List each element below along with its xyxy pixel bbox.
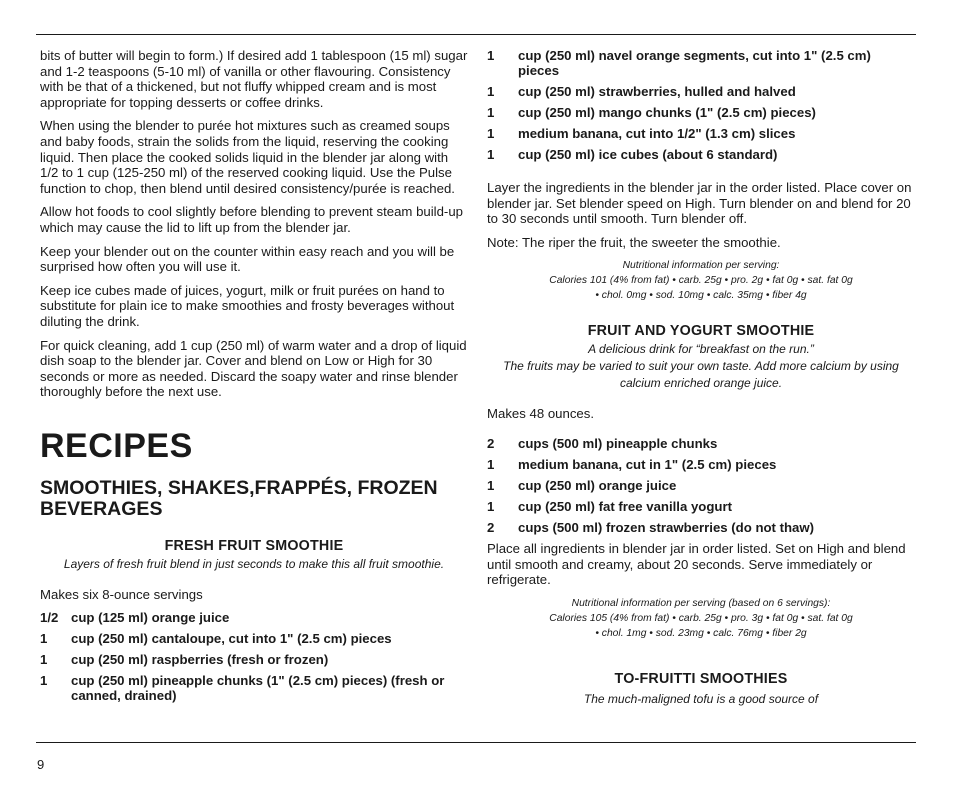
recipe-title: FRESH FRUIT SMOOTHIE — [164, 537, 344, 554]
ingredient-text: medium banana, cut into 1/2" (1.3 cm) slices — [518, 126, 796, 141]
ingredient-line — [487, 84, 915, 99]
ingredient-qty: 1 — [487, 147, 495, 162]
recipe-yield: Makes 48 ounces. — [487, 406, 595, 422]
ingredient-line — [487, 499, 915, 514]
ingredient-line — [487, 126, 915, 141]
recipe-subtitle: The much-maligned tofu is a good source of — [583, 691, 819, 706]
top-rule — [36, 34, 916, 35]
ingredient-qty: 1 — [487, 477, 495, 493]
ingredient-qty: 1 — [487, 48, 495, 63]
right-column — [487, 48, 915, 708]
ingredient-qty: 1 — [40, 652, 48, 668]
body-paragraph: Keep your blender out on the counter within easy reach and you will be surprised how often you will use it. — [40, 243, 455, 275]
ingredient-qty: 2 — [487, 519, 495, 535]
ingredient-line — [40, 610, 468, 625]
recipe-directions: Place all ingredients in blender jar in order listed. Set on High and blend until smooth and creamy, about 20 seconds. Serve immediately or refrigerate. — [487, 540, 906, 588]
body-paragraph: Allow hot foods to cool slightly before blending to prevent steam build-up which may cause the lid to lift up from the blender jar. — [40, 204, 463, 235]
nutrition-line: Calories 101 (4% from fat) • carb. 25g • pro. 2g • fat 0g • sat. fat 0g — [549, 275, 853, 287]
recipe-subtitle: A delicious drink for “breakfast on the run.” — [588, 342, 814, 357]
ingredient-qty: 1 — [487, 498, 495, 514]
recipe-title: FRUIT AND YOGURT SMOOTHIE — [587, 323, 815, 340]
ingredient-line — [40, 673, 468, 703]
ingredient-qty: 1 — [487, 456, 495, 472]
ingredient-line — [487, 48, 915, 78]
ingredient-text: cup (250 ml) navel orange segments, cut into 1" (2.5 cm) pieces — [518, 48, 871, 78]
ingredient-line — [487, 105, 915, 120]
ingredient-line — [40, 631, 468, 646]
ingredient-text: cup (250 ml) raspberries (fresh or frozen) — [71, 652, 329, 668]
ingredient-line — [487, 520, 915, 535]
ingredient-line — [487, 147, 915, 162]
section-subheading: SMOOTHIES, SHAKES,FRAPPÉS, FROZEN BEVERAGES — [40, 476, 438, 520]
ingredient-qty: 1 — [487, 126, 495, 141]
ingredient-text: cup (250 ml) cantaloupe, cut into 1" (2.5 cm) pieces — [71, 631, 392, 647]
body-paragraph: Keep ice cubes made of juices, yogurt, milk or fruit purées on hand to substitute for plain ice to make smoothies and frosty beverages without diluting the drink. — [40, 282, 455, 329]
ingredient-line — [487, 478, 915, 493]
ingredient-text: cup (250 ml) ice cubes (about 6 standard) — [518, 147, 778, 162]
body-paragraph: For quick cleaning, add 1 cup (250 ml) of warm water and a drop of liquid dish soap to the blender jar. Cover and blend on Low or High for 30 seconds or more as needed. Discard the soapy water and rinse blender thoroughly before the next use. — [40, 337, 467, 400]
page-number: 9 — [37, 757, 45, 772]
ingredient-qty: 2 — [487, 435, 495, 451]
nutrition-line: • chol. 1mg • sod. 23mg • calc. 76mg • fiber 2g — [595, 627, 807, 639]
body-paragraph: When using the blender to purée hot mixtures such as creamed soups and baby foods, strain the solids from the liquid, reserving the cooking liquid. Then place the cooked solids liquid in the blender jar along with 1/2 to 1 cup (125-250 ml) of the reserved cooking liquid. Use the Pulse function to chop, then blend until desired consistency/purée is reached. — [40, 118, 455, 196]
section-heading: RECIPES — [40, 426, 193, 465]
body-paragraph: bits of butter will begin to form.) If desired add 1 tablespoon (15 ml) sugar and 1-2 teaspoons (5-10 ml) of vanilla or other flavouring. Consistency with be that of a thickened, but not fluffy whipped cream and is most appropriate for topping desserts or coffee drinks. — [40, 48, 468, 110]
ingredient-text: cup (250 ml) strawberries, hulled and halved — [518, 84, 796, 99]
nutrition-line: Calories 105 (4% from fat) • carb. 25g • pro. 3g • fat 0g • sat. fat 0g — [549, 612, 853, 624]
ingredient-qty: 1 — [40, 631, 48, 647]
ingredient-text: cups (500 ml) pineapple chunks — [518, 435, 718, 451]
recipe-subtitle: Layers of fresh fruit blend in just seconds to make this all fruit smoothie. — [63, 556, 445, 571]
recipe-directions: Layer the ingredients in the blender jar in the order listed. Place cover on blender jar. Set blender speed on High. Turn blender on and blend for 20 to 30 seconds until smooth. Turn blender off. — [487, 180, 912, 227]
nutrition-heading: Nutritional information per serving: — [622, 260, 780, 272]
ingredient-line — [40, 652, 468, 667]
ingredient-text: cup (250 ml) pineapple chunks (1" (2.5 cm) pieces) (fresh or canned, drained) — [71, 673, 445, 704]
nutrition-heading: Nutritional information per serving (based on 6 servings): — [571, 597, 831, 609]
ingredient-line — [487, 457, 915, 472]
ingredient-text: cups (500 ml) frozen strawberries (do not thaw) — [518, 519, 815, 535]
recipe-title: TO-FRUITTI SMOOTHIES — [614, 670, 788, 687]
ingredient-qty: 1/2 — [40, 610, 59, 626]
ingredient-qty: 1 — [40, 673, 48, 689]
ingredient-text: medium banana, cut in 1" (2.5 cm) pieces — [518, 456, 777, 472]
left-column — [40, 48, 468, 709]
bottom-rule — [36, 742, 916, 743]
recipe-subtitle: The fruits may be varied to suit your own taste. Add more calcium by using calcium enriched orange juice. — [503, 359, 899, 391]
ingredient-qty: 1 — [487, 84, 495, 99]
recipe-yield: Makes six 8-ounce servings — [40, 586, 203, 602]
ingredient-text: cup (125 ml) orange juice — [71, 610, 230, 626]
ingredient-text: cup (250 ml) fat free vanilla yogurt — [518, 498, 732, 514]
ingredient-text: cup (250 ml) mango chunks (1" (2.5 cm) pieces) — [518, 105, 816, 120]
nutrition-line: • chol. 0mg • sod. 10mg • calc. 35mg • fiber 4g — [595, 290, 807, 302]
ingredient-line — [487, 436, 915, 451]
ingredient-qty: 1 — [487, 105, 495, 120]
ingredient-text: cup (250 ml) orange juice — [518, 477, 677, 493]
recipe-note: Note: The riper the fruit, the sweeter the smoothie. — [487, 234, 781, 250]
